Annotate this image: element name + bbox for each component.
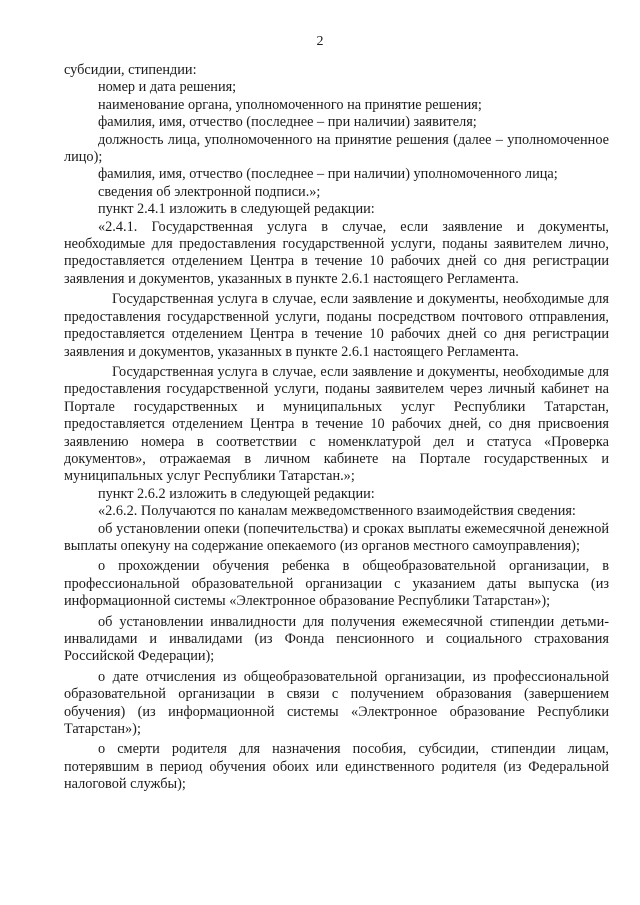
paragraph: сведения об электронной подписи.»; — [98, 183, 321, 200]
paragraph: об установлении опеки (попечительства) и сроках выплаты ежемесячной денежной выплаты опекуну на содержание опекаемого (из органов местного самоуправления); — [64, 520, 609, 554]
paragraph: субсидии, стипендии: — [64, 62, 197, 78]
paragraph: пункт 2.6.2 изложить в следующей редакции: — [98, 485, 375, 502]
paragraph: Государственная услуга в случае, если заявление и документы, необходимые для предоставления государственной услуги, поданы заявителем через личный кабинет на Портале государственных и муниципальных услуг Республики Татарстан, предоставляется отделением Центра в течение 10 рабочих дней, со дня присвоения заявлению номера в соответствии с номенклатурой дел и статуса «Проверка документов», отражаемая в личном кабинете на Портале государственных и муниципальных услуг Республики Татарстан.»; — [64, 363, 609, 485]
paragraph: об установлении инвалидности для получения ежемесячной стипендии детьми-инвалидами и инвалидами (из Фонда пенсионного и социального страхования Российской Федерации); — [64, 613, 609, 665]
paragraph: «2.4.1. Государственная услуга в случае, если заявление и документы, необходимые для предоставления государственной услуги, поданы заявителем лично, предоставляется отделением Центра в течение 10 рабочих дней со дня регистрации заявления и документов, указанных в пункте 2.6.1 настоящего Регламента. — [64, 218, 609, 287]
paragraph: о прохождении обучения ребенка в общеобразовательной организации, в профессиональной образовательной организации с указанием даты выпуска (из информационной системы «Электронное образование Республики Татарстан»); — [64, 558, 609, 610]
paragraph: фамилия, имя, отчество (последнее – при наличии) заявителя; — [98, 114, 477, 131]
paragraph: фамилия, имя, отчество (последнее – при наличии) уполномоченного лица; — [98, 166, 558, 183]
paragraph: пункт 2.4.1 изложить в следующей редакции: — [98, 201, 375, 218]
paragraph: Государственная услуга в случае, если заявление и документы, необходимые для предоставления государственной услуги, поданы посредством почтового отправления, предоставляется отделением Центра в течение 10 рабочих дней со дня регистрации заявления и документов, указанных в пункте 2.6.1 настоящего Регламента. — [64, 291, 609, 360]
paragraph: о смерти родителя для назначения пособия, субсидии, стипендии лицам, потерявшим в период обучения обоих или единственного родителя (из Федеральной налоговой службы); — [64, 741, 609, 793]
paragraph: «2.6.2. Получаются по каналам межведомственного взаимодействия сведения: — [98, 503, 576, 520]
page-number: 2 — [316, 34, 324, 49]
paragraph: наименование органа, уполномоченного на принятие решения; — [98, 96, 482, 113]
paragraph: о дате отчисления из общеобразовательной организации, из профессиональной образовательной организации в связи с получением образования (завершением обучения) (из информационной системы «Электронное образование Республики Татарстан»); — [64, 668, 609, 738]
paragraph: должность лица, уполномоченного на принятие решения (далее – уполномоченное лицо); — [64, 131, 609, 166]
document-body — [64, 62, 609, 794]
paragraph: номер и дата решения; — [98, 79, 237, 96]
